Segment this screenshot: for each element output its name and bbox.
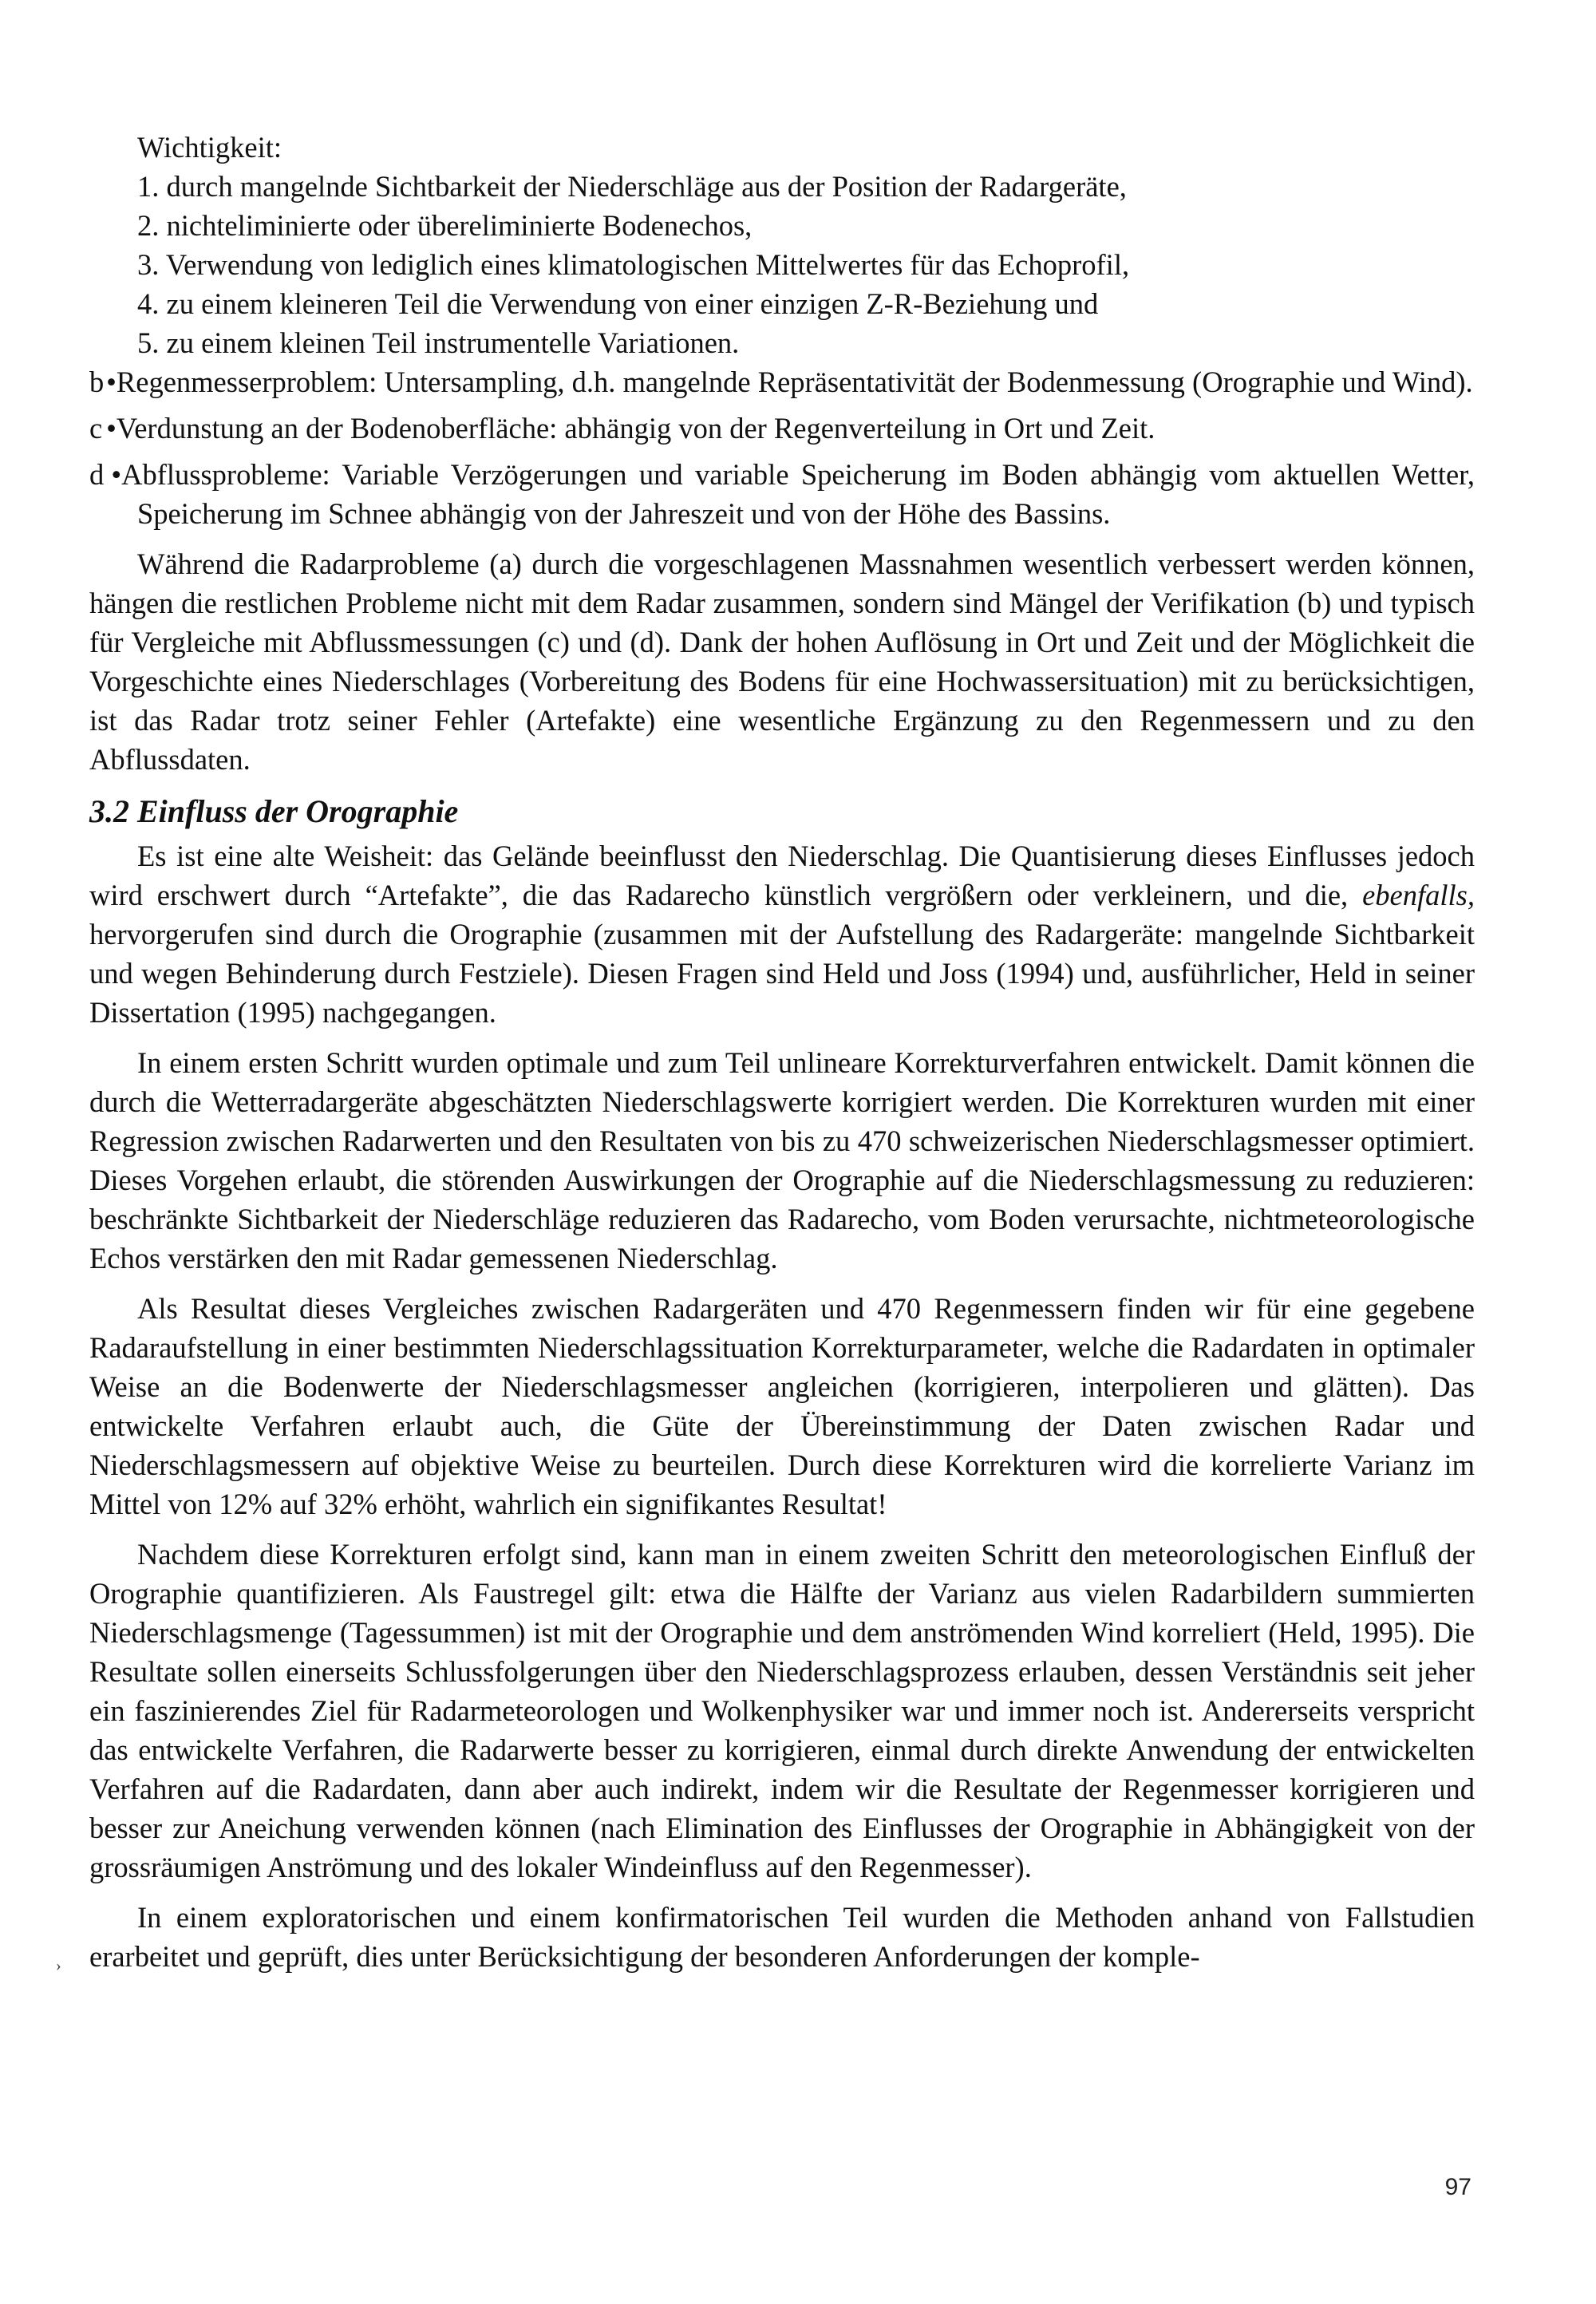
paragraph-text: Es ist eine alte Weisheit: das Gelände beeinflusst den Niederschlag. Die Quantisierung dieses Einflusses jedoch wird erschwert durch “Artefakte”, die das Radarecho künstlich vergrößern oder verkleinern, und die,: [89, 840, 1475, 911]
problem-marker: d: [89, 458, 105, 491]
problem-text: •Verdunstung an der Bodenoberfläche: abhängig von der Regenverteilung in Ort und Zeit.: [106, 412, 1156, 445]
paragraph: In einem exploratorischen und einem konfirmatorischen Teil wurden die Methoden anhand von Fallstudien erarbeitet und geprüft, dies unter Berücksichtigung der besonderen Anforderungen der komple-: [89, 1901, 1475, 1973]
radar-problem-list: [89, 167, 1475, 362]
problem-marker: b: [89, 366, 105, 398]
list-item: 4. zu einem kleineren Teil die Verwendung von einer einzigen Z-R-Beziehung und: [137, 287, 1099, 320]
paragraph: Während die Radarprobleme (a) durch die vorgeschlagenen Massnahmen wesentlich verbessert werden können, hängen die restlichen Probleme nicht mit dem Radar zusammen, sondern sind Mängel der Verifikation (b) und typisch für Vergleiche mit Abflussmessungen (c) und (d). Dank der hohen Auflösung in Ort und Zeit und der Möglichkeit die Vorgeschichte eines Niederschlages (Vorbereitung des Bodens für eine Hochwassersituation) mit zu berücksichtigen, ist das Radar trotz seiner Fehler (Artefakte) eine wesentliche Ergänzung zu den Regenmessern und zu den Abflussdaten.: [89, 547, 1475, 776]
list-item: 3. Verwendung von lediglich eines klimatologischen Mittelwertes für das Echoprofil,: [137, 248, 1130, 281]
problem-item: [89, 455, 1475, 533]
body-text: [89, 128, 1475, 1987]
paragraph: [89, 836, 1475, 1032]
list-item: 2. nichteliminierte oder übereliminierte Bodenechos,: [137, 209, 753, 242]
list-item: 1. durch mangelnde Sichtbarkeit der Niederschläge aus der Position der Radargeräte,: [137, 170, 1127, 203]
list-item: 5. zu einem kleinen Teil instrumentelle Variationen.: [137, 326, 740, 359]
emphasis-text: ebenfalls,: [1362, 879, 1475, 911]
problem-item: [89, 362, 1475, 401]
margin-mark: ›: [56, 1957, 61, 1974]
page-number: 97: [1444, 2174, 1472, 2200]
paragraph-text: hervorgerufen sind durch die Orographie (zusammen mit der Aufstellung des Radargeräte: mangelnde Sichtbarkeit und wegen Behinderung durch Festziele). Diesen Fragen sind Held und Joss (1994) und, ausführlicher, Held in seiner Dissertation (1995) nachgegangen.: [89, 918, 1475, 1029]
paragraph: Als Resultat dieses Vergleiches zwischen Radargeräten und 470 Regenmessern finden wir für eine gegebene Radaraufstellung in einer bestimmten Niederschlagssituation Korrekturparameter, welche die Radardaten in optimaler Weise an die Bodenwerte der Niederschlagsmesser angleichen (korrigieren, interpolieren und glätten). Das entwickelte Verfahren erlaubt auch, die Güte der Übereinstimmung der Daten zwischen Radar und Niederschlagsmessern auf objektive Weise zu beurteilen. Durch diese Korrekturen wird die korrelierte Varianz im Mittel von 12% auf 32% erhöht, wahrlich ein signifikantes Resultat!: [89, 1292, 1475, 1520]
problem-item: [89, 409, 1475, 448]
problem-text: •Abflussprobleme: Variable Verzögerungen und variable Speicherung im Boden abhängig vom aktuellen Wetter, Speicherung im Schnee abhängig von der Jahreszeit und von der Höhe des Bassins.: [111, 458, 1475, 530]
problem-list: [89, 362, 1475, 533]
list-intro: Wichtigkeit:: [137, 131, 282, 164]
problem-text: •Regenmesserproblem: Untersampling, d.h. mangelnde Repräsentativität der Bodenmessung (Orographie und Wind).: [106, 366, 1473, 398]
section-heading: 3.2 Einfluss der Orographie: [89, 793, 459, 829]
paragraph: In einem ersten Schritt wurden optimale und zum Teil unlineare Korrekturverfahren entwickelt. Damit können die durch die Wetterradargeräte abgeschätzten Niederschlagswerte korrigiert werden. Die Korrekturen wurden mit einer Regression zwischen Radarwerten und den Resultaten von bis zu 470 schweizerischen Niederschlagsmesser optimiert. Dieses Vorgehen erlaubt, die störenden Auswirkungen der Orographie auf die Niederschlagsmessung zu reduzieren: beschränkte Sichtbarkeit der Niederschläge reduzieren das Radarecho, vom Boden verursachte, nichtmeteorologische Echos verstärken den mit Radar gemessenen Niederschlag.: [89, 1046, 1475, 1275]
problem-marker: c: [89, 412, 103, 445]
paragraph: Nachdem diese Korrekturen erfolgt sind, kann man in einem zweiten Schritt den meteorologischen Einfluß der Orographie quantifizieren. Als Faustregel gilt: etwa die Hälfte der Varianz aus vielen Radarbildern summierten Niederschlagsmenge (Tagessummen) ist mit der Orographie und dem anströmenden Wind korreliert (Held, 1995). Die Resultate sollen einerseits Schlussfolgerungen über den Niederschlagsprozess erlauben, dessen Verständnis seit jeher ein faszinierendes Ziel für Radarmeteorologen und Wolkenphysiker war und immer noch ist. Andererseits verspricht das entwickelte Verfahren, die Radarwerte besser zu korrigieren, einmal durch direkte Anwendung der entwickelten Verfahren auf die Radardaten, dann aber auch indirekt, indem wir die Resultate der Regenmesser korrigieren und besser zur Aneichung verwenden können (nach Elimination des Einflusses der Orographie in Abhängigkeit von der grossräumigen Anströmung und des lokaler Windeinfluss auf den Regenmesser).: [89, 1538, 1475, 1883]
